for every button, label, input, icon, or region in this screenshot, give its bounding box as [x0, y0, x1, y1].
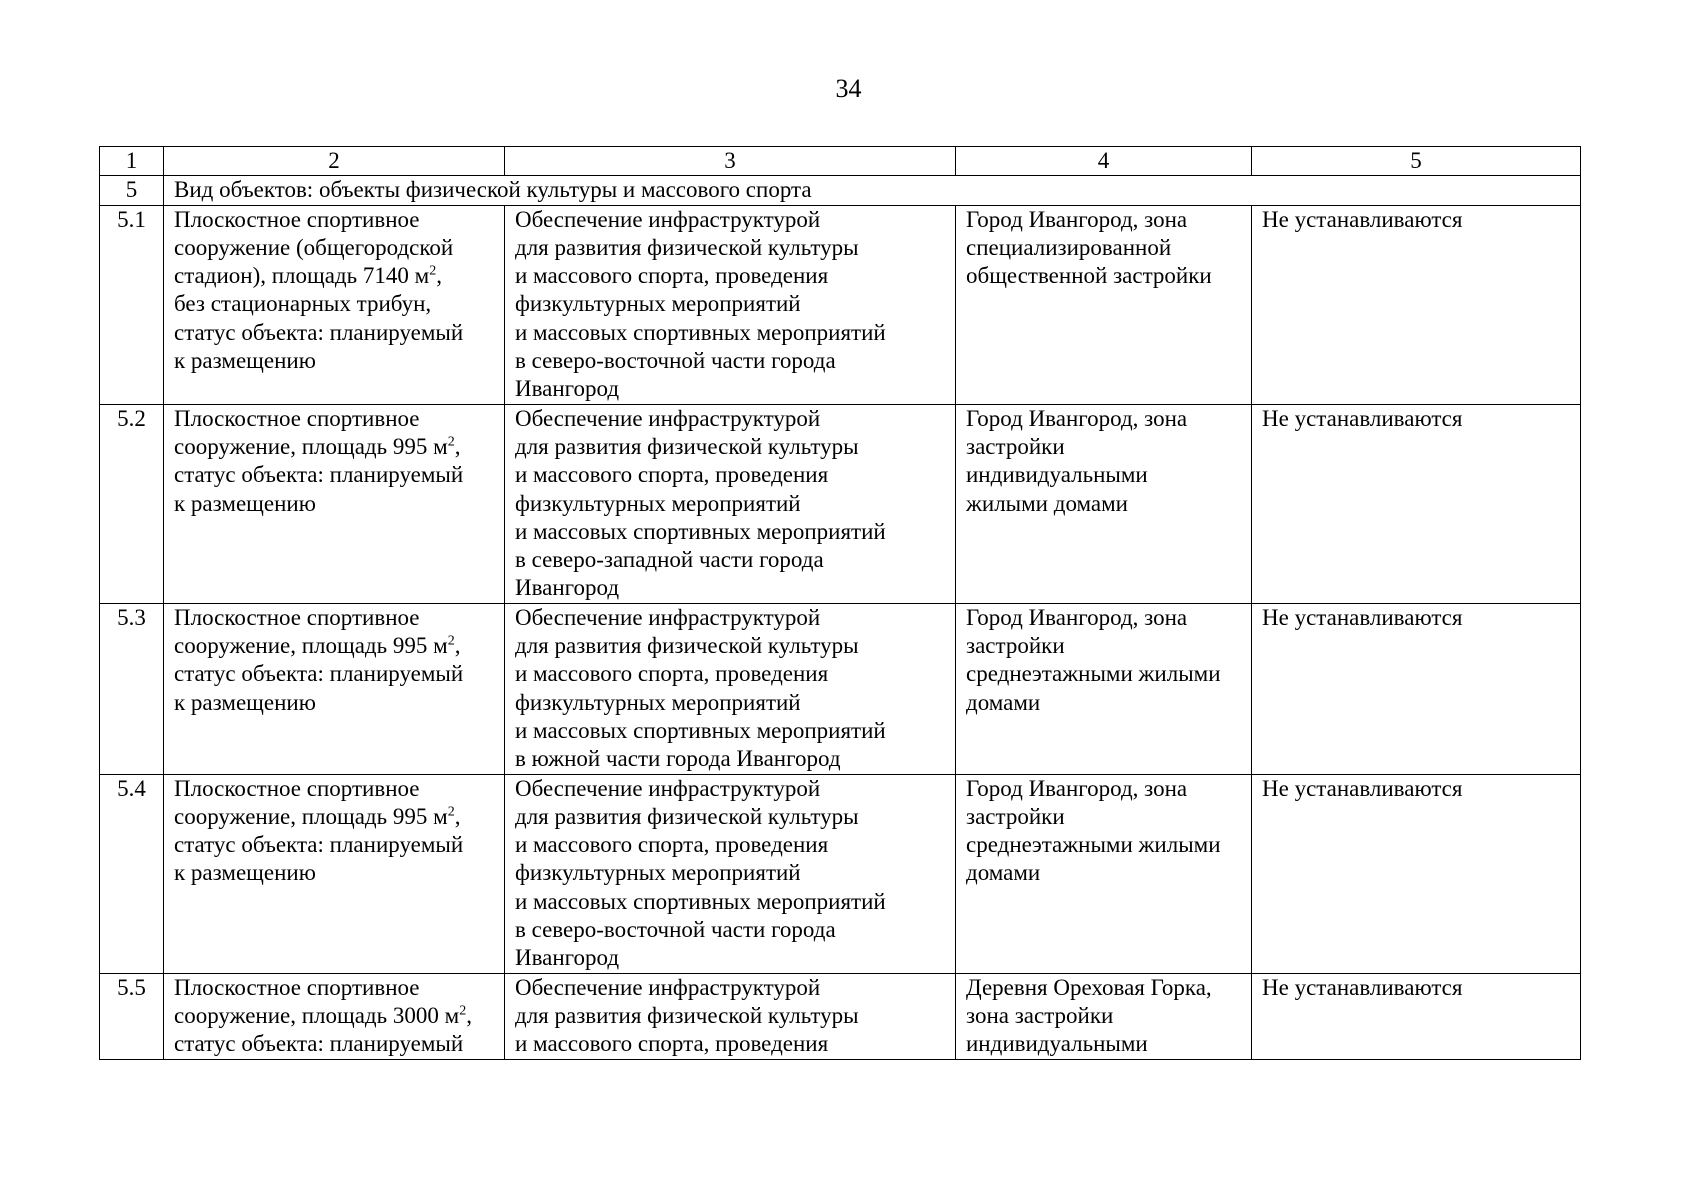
object-location: Деревня Ореховая Горка, зона застройки индивидуальными [956, 973, 1252, 1059]
object-location: Город Ивангород, зона застройки индивидуальными жилыми домами [956, 404, 1252, 603]
object-name-rest: , без стационарных трибун, статус объекта: планируемый к размещению [174, 263, 464, 374]
row-number: 5.4 [100, 774, 164, 973]
row-number: 5.2 [100, 404, 164, 603]
object-name-rest: , статус объекта: планируемый [174, 1002, 472, 1057]
object-zones: Не устанавливаются [1252, 205, 1581, 404]
object-purpose: Обеспечение инфраструктурой для развития физической культуры и массового спорта, проведения [505, 973, 956, 1059]
object-location: Город Ивангород, зона специализированной общественной застройки [956, 205, 1252, 404]
column-number: 5 [1252, 147, 1581, 176]
table-row [100, 404, 1581, 603]
row-number: 5.5 [100, 973, 164, 1059]
column-number: 3 [505, 147, 956, 176]
object-zones: Не устанавливаются [1252, 603, 1581, 774]
column-number: 2 [164, 147, 505, 176]
object-name: Плоскостное спортивное сооружение, площадь 995 м [174, 405, 448, 459]
object-name: Плоскостное спортивное сооружение, площадь 3000 м [174, 974, 460, 1028]
object-purpose: Обеспечение инфраструктурой для развития физической культуры и массового спорта, проведения физкультурных мероприятий и массовых спортивных мероприятий в южной части города Ивангород [505, 603, 956, 774]
object-name-cell [164, 973, 505, 1059]
objects-table [99, 146, 1581, 1060]
object-name-rest: , статус объекта: планируемый к размещению [174, 803, 464, 886]
object-name: Плоскостное спортивное сооружение, площадь 995 м [174, 775, 448, 829]
object-name-cell [164, 404, 505, 603]
table-row [100, 603, 1581, 774]
section-number: 5 [100, 176, 164, 205]
unit-superscript: 2 [429, 263, 437, 279]
object-name-cell [164, 774, 505, 973]
unit-superscript: 2 [447, 633, 455, 649]
object-purpose: Обеспечение инфраструктурой для развития физической культуры и массового спорта, проведения физкультурных мероприятий и массовых спортивных мероприятий в северо-восточной части города Ивангород [505, 205, 956, 404]
page-number: 34 [835, 74, 862, 103]
table-row [100, 205, 1581, 404]
unit-superscript: 2 [447, 804, 455, 820]
object-zones: Не устанавливаются [1252, 774, 1581, 973]
object-name: Плоскостное спортивное сооружение, площадь 995 м [174, 604, 448, 659]
object-zones: Не устанавливаются [1252, 973, 1581, 1059]
unit-superscript: 2 [459, 1003, 467, 1019]
object-location: Город Ивангород, зона застройки среднеэтажными жилыми домами [956, 603, 1252, 774]
object-location: Город Ивангород, зона застройки среднеэтажными жилыми домами [956, 774, 1252, 973]
row-number: 5.3 [100, 603, 164, 774]
object-purpose: Обеспечение инфраструктурой для развития физической культуры и массового спорта, проведения физкультурных мероприятий и массовых спортивных мероприятий в северо-западной части города Ивангород [505, 404, 956, 603]
object-name-cell [164, 603, 505, 774]
object-name-rest: , статус объекта: планируемый к размещению [174, 633, 464, 715]
table-row [100, 774, 1581, 973]
object-name-cell [164, 205, 505, 404]
column-number: 4 [956, 147, 1252, 176]
object-name: Плоскостное спортивное сооружение (общегородской стадион), площадь 7140 м [174, 206, 454, 289]
row-number: 5.1 [100, 205, 164, 404]
object-name-rest: , статус объекта: планируемый к размещению [174, 433, 464, 516]
column-number: 1 [100, 147, 164, 176]
column-number-row [100, 147, 1581, 176]
table-row [100, 973, 1581, 1059]
object-zones: Не устанавливаются [1252, 404, 1581, 603]
section-title: Вид объектов: объекты физической культуры и массового спорта [164, 176, 1581, 205]
section-row [100, 176, 1581, 205]
object-purpose: Обеспечение инфраструктурой для развития физической культуры и массового спорта, проведения физкультурных мероприятий и массовых спортивных мероприятий в северо-восточной части города Ивангород [505, 774, 956, 973]
unit-superscript: 2 [447, 434, 455, 450]
